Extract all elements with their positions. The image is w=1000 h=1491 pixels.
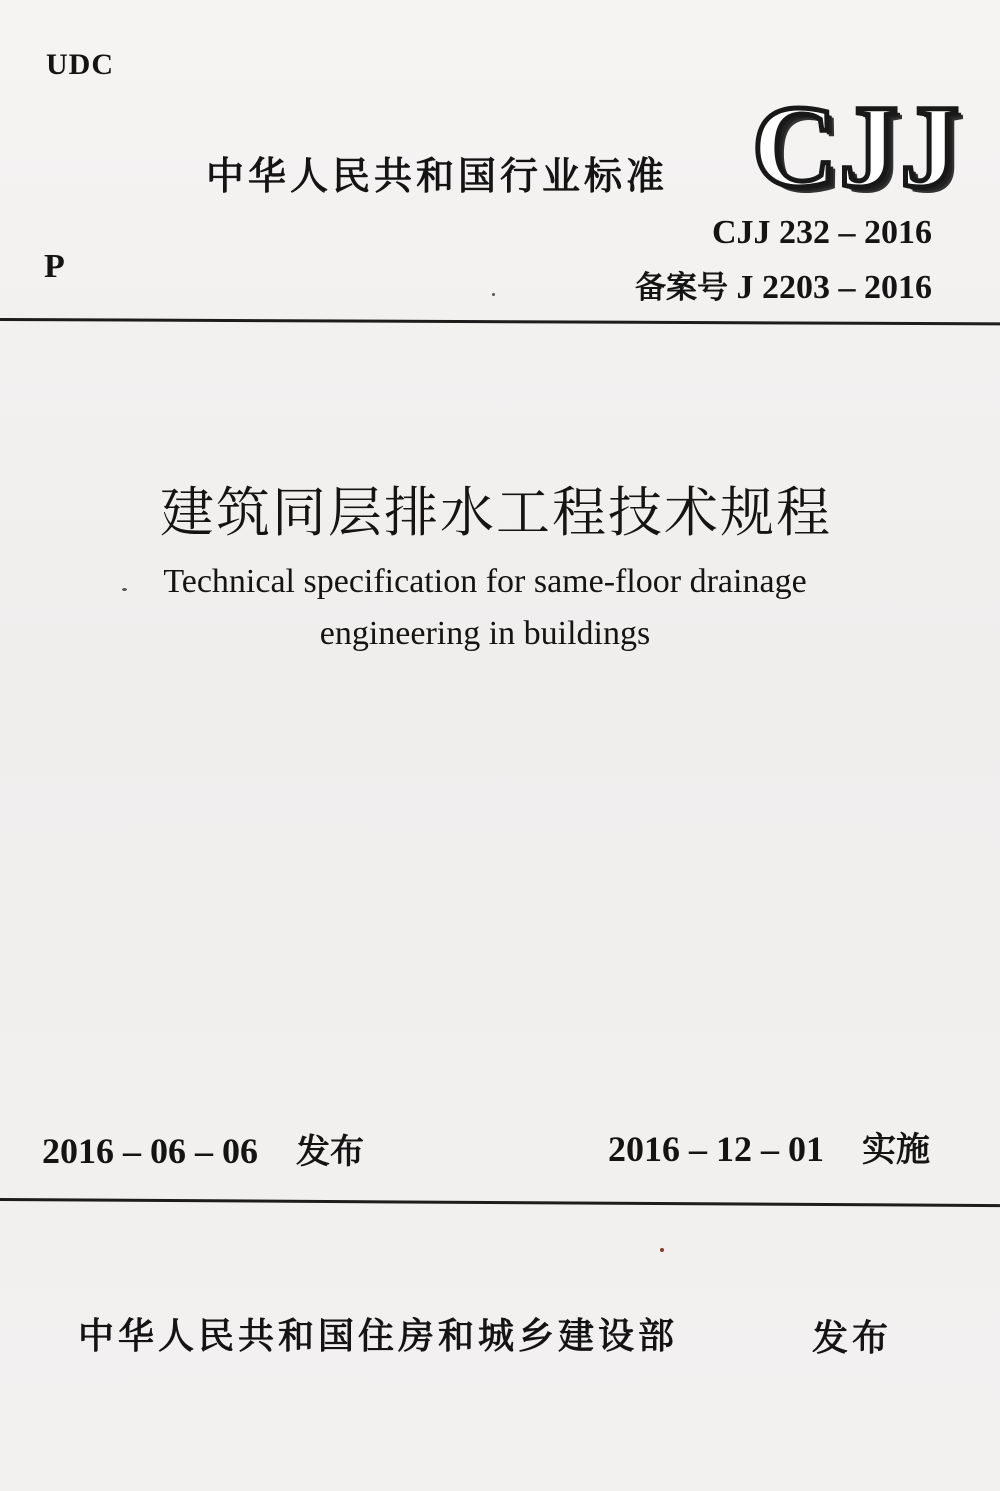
udc-label: UDC	[46, 48, 114, 81]
top-divider	[0, 318, 1000, 325]
cjj-logo: CJJ	[752, 81, 962, 212]
issue-date: 2016 – 06 – 06	[42, 1131, 258, 1171]
paper-speck	[122, 588, 127, 591]
effective-date-label: 实施	[862, 1130, 930, 1170]
industry-standard-heading: 中华人民共和国行业标准	[206, 154, 669, 198]
title-english-line-2: engineering in buildings	[319, 615, 651, 652]
effective-date-group	[608, 1122, 930, 1171]
title-english-line-1: Technical specification for same-floor drainage	[163, 563, 807, 600]
title-chinese: 建筑同层排水工程技术规程	[160, 481, 832, 544]
issue-date-label: 发布	[296, 1132, 364, 1172]
bottom-divider	[0, 1198, 1000, 1207]
record-number-line	[635, 262, 932, 307]
standard-number: CJJ 232 – 2016	[711, 214, 932, 251]
effective-date: 2016 – 12 – 01	[608, 1129, 824, 1169]
issue-date-group	[42, 1124, 364, 1173]
record-number: J 2203 – 2016	[728, 269, 932, 306]
paper-speck	[492, 293, 495, 296]
record-label: 备案号	[635, 270, 728, 306]
issuing-authority: 中华人民共和国住房和城乡建设部	[78, 1316, 679, 1357]
category-code: P	[44, 248, 65, 285]
title-english	[0, 556, 1000, 660]
issuing-label: 发布	[812, 1318, 893, 1359]
paper-speck	[660, 1248, 664, 1252]
